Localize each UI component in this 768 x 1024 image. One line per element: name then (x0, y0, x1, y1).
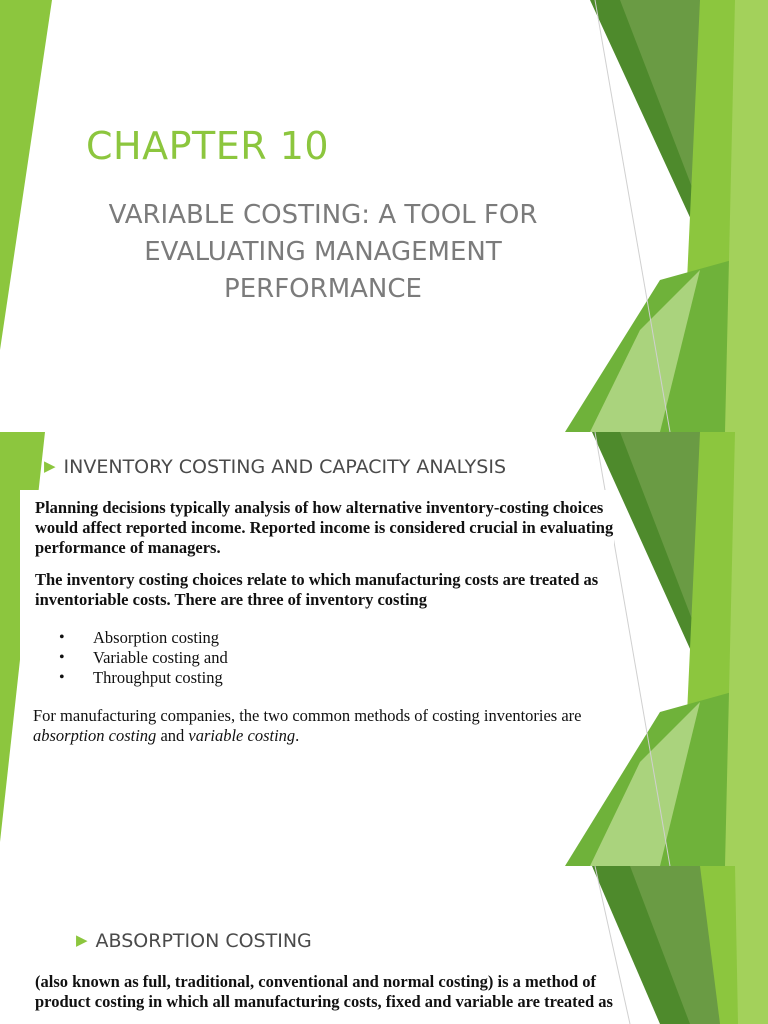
text-line: Planning decisions typically analysis of how alternative inventory-costing choices (35, 498, 604, 517)
scanned-text-image (20, 490, 614, 752)
section-heading-text: INVENTORY COSTING AND CAPACITY ANALYSIS (63, 456, 507, 478)
triangle-bullet-icon: ▶ (44, 457, 56, 475)
subtitle-line: VARIABLE COSTING: A TOOL FOR (108, 200, 538, 230)
slide-2 (0, 432, 768, 866)
section-heading-text: ABSORPTION COSTING (95, 930, 312, 952)
text-line: inventoriable costs. There are three of inventory costing (35, 590, 427, 609)
subtitle-line: PERFORMANCE (224, 274, 422, 304)
text-line: For manufacturing companies, the two common methods of costing inventories are (33, 706, 582, 725)
slide-1 (0, 0, 768, 432)
triangle-bullet-icon: ▶ (76, 931, 88, 949)
costing-methods-list (35, 628, 335, 688)
text-line: absorption costing and variable costing. (33, 726, 300, 745)
text-line: would affect reported income. Reported income is considered crucial in evaluating (35, 518, 614, 537)
scanned-text-image (20, 966, 614, 1024)
text-line: performance of managers. (35, 538, 221, 557)
slide-3 (0, 866, 768, 1024)
chapter-title: CHAPTER 10 (86, 124, 330, 168)
list-item: • Throughput costing (35, 668, 335, 688)
list-item: • Absorption costing (35, 628, 335, 648)
text-line: The inventory costing choices relate to which manufacturing costs are treated as (35, 570, 599, 589)
chapter-subtitle (40, 197, 606, 308)
subtitle-line: EVALUATING MANAGEMENT (144, 237, 502, 267)
section-heading (44, 456, 506, 478)
text-line: (also known as full, traditional, conventional and normal costing) is a method of (35, 972, 597, 991)
text-line: product costing in which all manufacturing costs, fixed and variable are treated as (35, 992, 613, 1011)
section-heading (76, 930, 312, 952)
list-item: • Variable costing and (35, 648, 335, 668)
